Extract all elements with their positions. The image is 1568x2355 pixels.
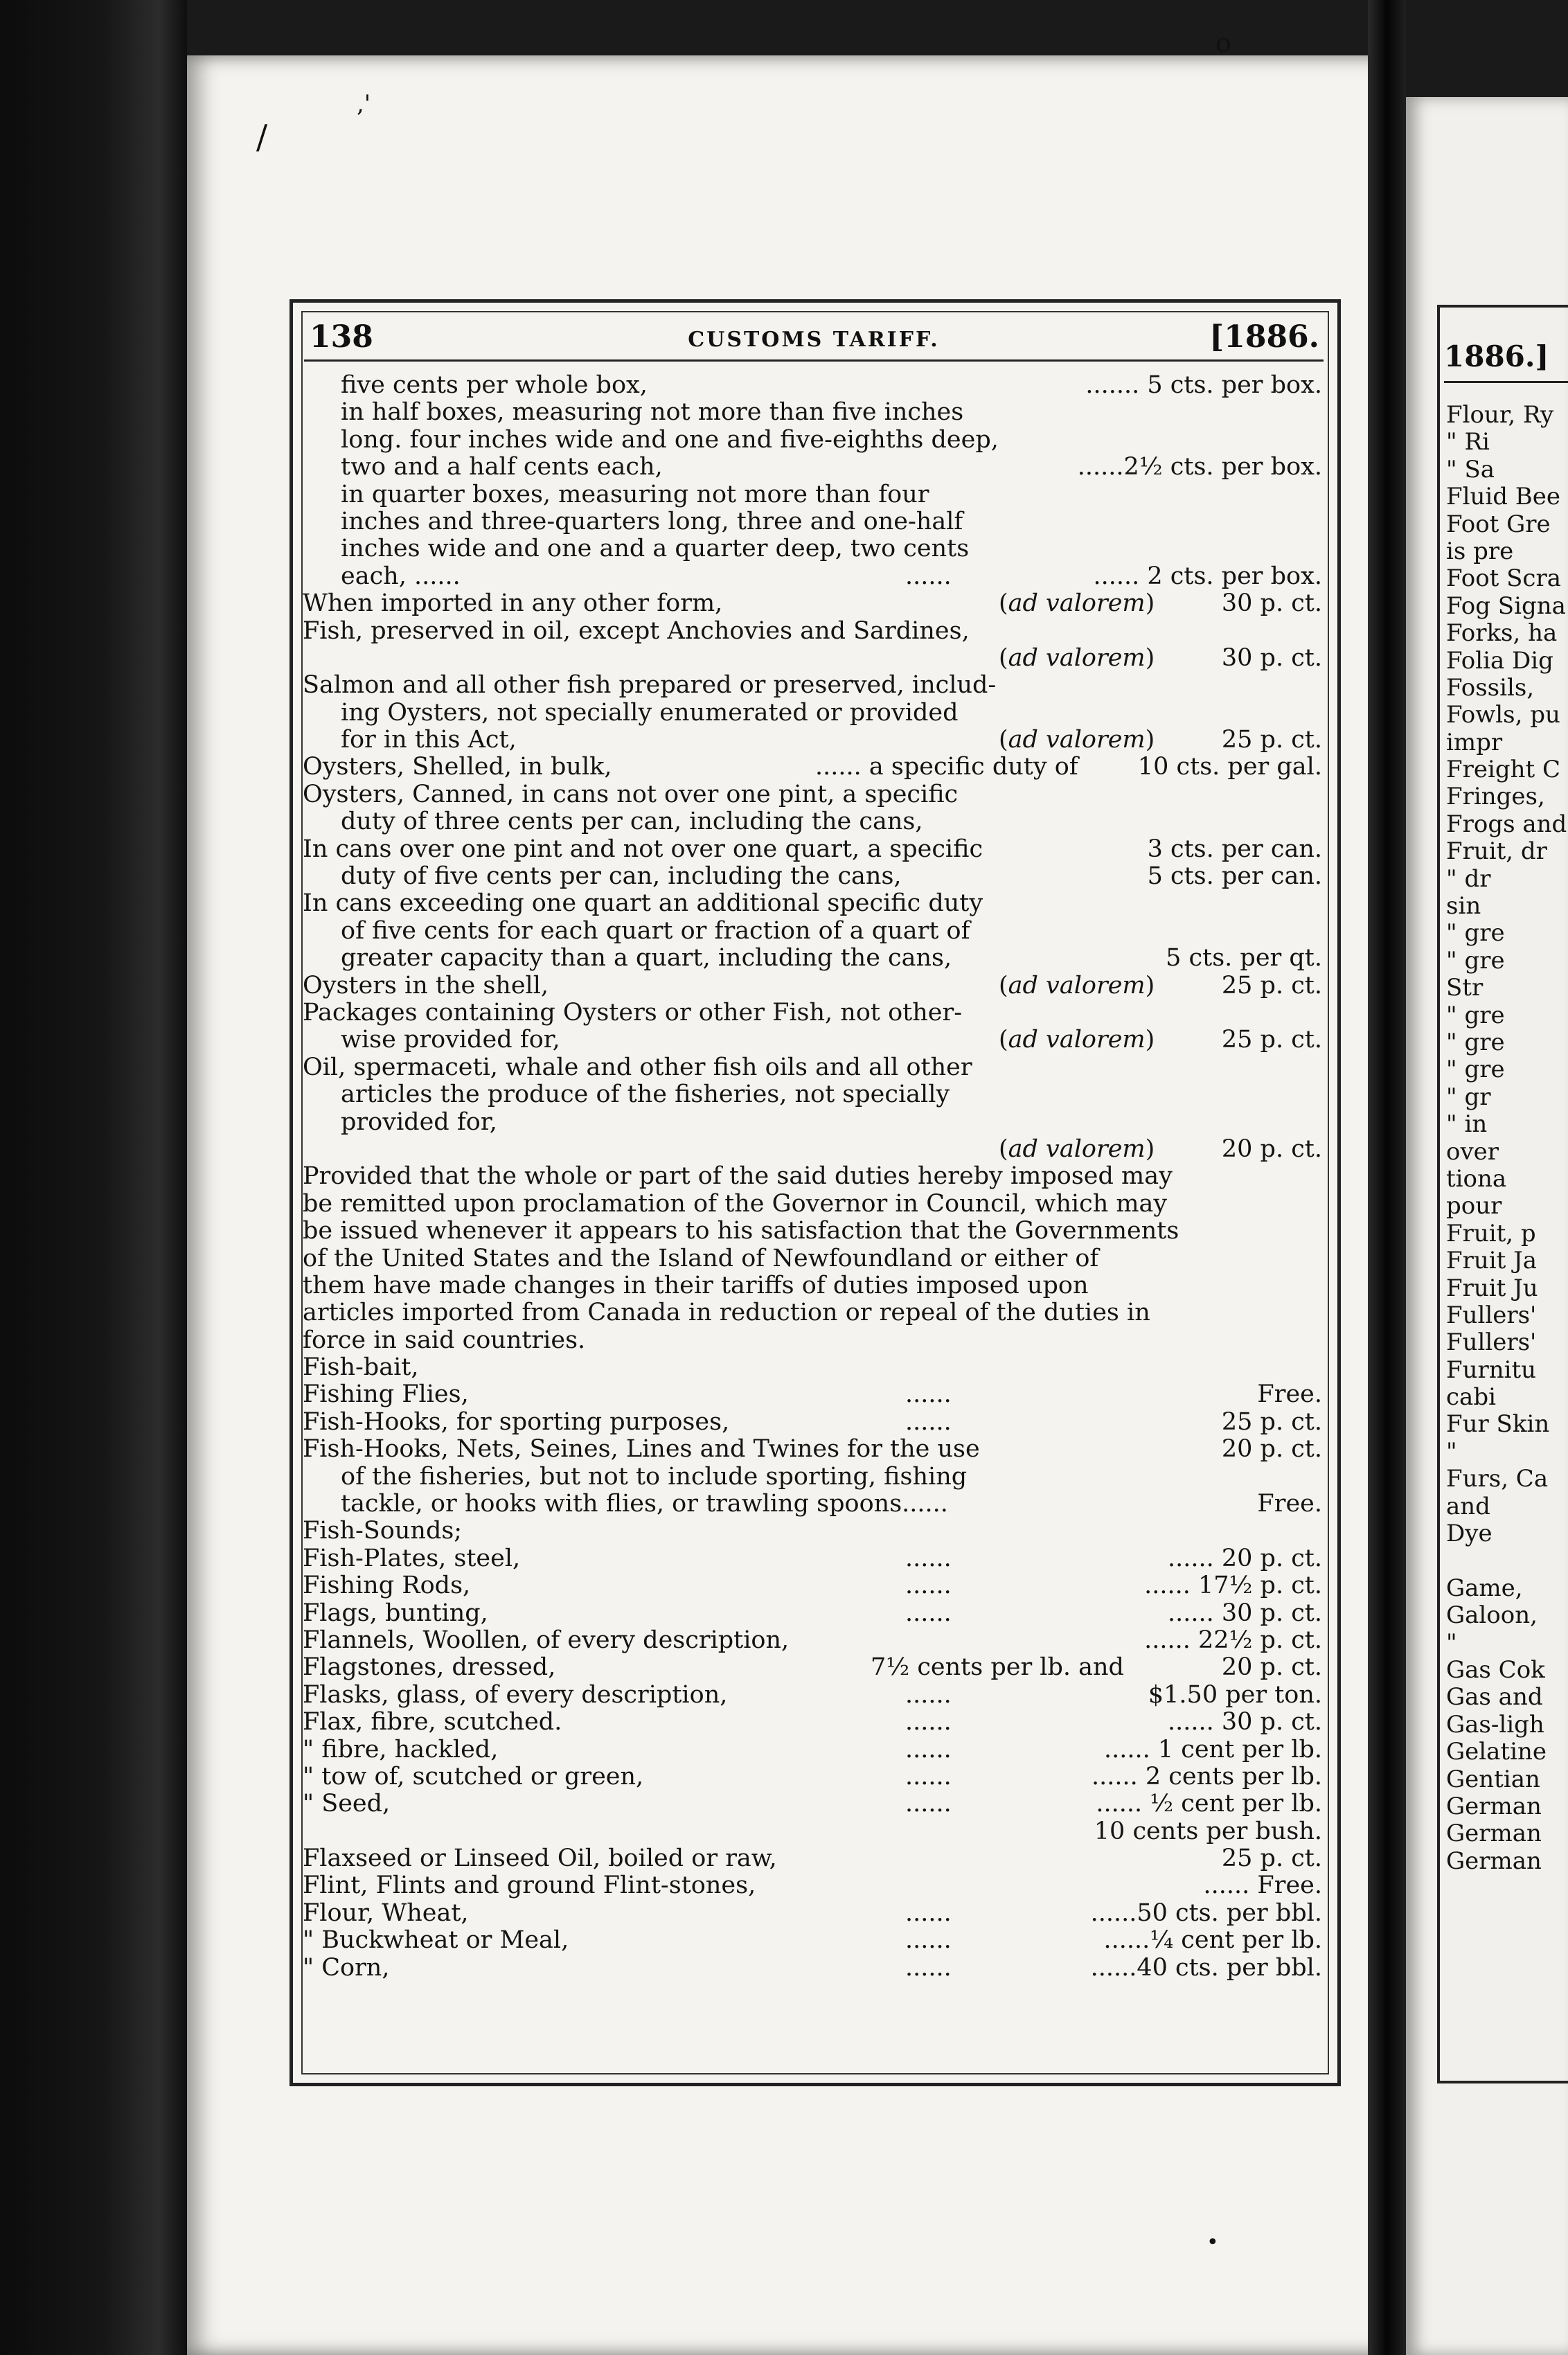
tariff-line: [303, 508, 1322, 535]
tariff-line: [303, 863, 1322, 890]
tariff-line-qualifier: (ad valorem): [999, 726, 1155, 754]
tariff-line-text: be remitted upon proclamation of the Governor in Council, which may: [303, 1189, 1168, 1218]
tariff-line-qualifier: (ad valorem): [999, 643, 1155, 672]
ink-mark: /: [256, 118, 268, 157]
tariff-line-qualifier: ......: [905, 1762, 952, 1790]
tariff-line-text: Oysters, Shelled, in bulk,: [303, 753, 612, 781]
tariff-line-text: " tow of, scutched or green,: [303, 1762, 644, 1790]
tariff-line-qualifier: ......: [905, 1899, 952, 1927]
facing-page-line: Furs, Ca: [1446, 1465, 1549, 1493]
tariff-rate: 5 cts. per qt.: [1166, 944, 1322, 972]
tariff-line: [303, 972, 1322, 999]
tariff-line-text: Oysters, Canned, in cans not over one pint, a specific: [303, 780, 959, 808]
facing-page-line: " gre: [1446, 919, 1505, 948]
facing-page-line: Gas-ligh: [1446, 1710, 1544, 1739]
facing-page-line: Furnitu: [1446, 1356, 1537, 1384]
tariff-line: [303, 1409, 1322, 1436]
tariff-line: [303, 535, 1322, 562]
tariff-line-text: duty of five cents per can, including the cans,: [341, 862, 902, 891]
tariff-line-text: each, ......: [341, 562, 461, 590]
facing-page-line: Fringes,: [1446, 783, 1545, 811]
tariff-rate: ...... Free.: [1203, 1872, 1322, 1900]
tariff-line: [303, 1027, 1322, 1054]
facing-page-line: sin: [1446, 892, 1481, 921]
tariff-line: [303, 1845, 1322, 1872]
tariff-line: [303, 481, 1322, 508]
ink-mark: ,': [357, 90, 371, 118]
facing-page-line: Fruit, p: [1446, 1219, 1536, 1247]
tariff-line-qualifier: ......: [905, 1572, 952, 1600]
facing-page-line: Dye: [1446, 1520, 1493, 1548]
tariff-line-qualifier: ......: [905, 1735, 952, 1763]
facing-page-line: Fowls, pu: [1446, 701, 1560, 729]
tariff-line-text: Flint, Flints and ground Flint-stones,: [303, 1872, 756, 1900]
facing-page-line: and: [1446, 1492, 1490, 1520]
tariff-rate: ...... 22½ p. ct.: [1144, 1626, 1322, 1654]
tariff-line-text: Fish-Sounds;: [303, 1517, 463, 1545]
printed-page-frame: [289, 299, 1341, 2086]
tariff-line-text: Flour, Wheat,: [303, 1899, 469, 1927]
tariff-rate: 25 p. ct.: [1221, 726, 1322, 754]
facing-page-line: " dr: [1446, 864, 1491, 893]
tariff-line-text: Flasks, glass, of every description,: [303, 1680, 728, 1709]
tariff-line: [303, 1682, 1322, 1709]
tariff-line: [303, 1218, 1322, 1245]
tariff-line: [303, 454, 1322, 481]
tariff-line-qualifier: ......: [905, 1790, 952, 1818]
tariff-line-text: provided for,: [341, 1108, 497, 1136]
facing-page-line: Folia Dig: [1446, 646, 1553, 675]
tariff-line: [303, 1818, 1322, 1845]
tariff-line-text: of the United States and the Island of Newfoundland or either of: [303, 1244, 1099, 1272]
right-page: [1406, 97, 1568, 2355]
tariff-line-text: them have made changes in their tariffs of duties imposed upon: [303, 1271, 1089, 1299]
facing-page-line: Fullers': [1446, 1301, 1537, 1329]
tariff-rate: 20 p. ct.: [1221, 1435, 1322, 1464]
tariff-line-text: Fish, preserved in oil, except Anchovies and Sardines,: [303, 616, 970, 645]
tariff-line: [303, 372, 1322, 399]
tariff-rate: ...... 30 p. ct.: [1168, 1708, 1322, 1736]
tariff-line-text: inches wide and one and a quarter deep, two cents: [341, 535, 970, 563]
tariff-rate: ......50 cts. per bbl.: [1090, 1899, 1322, 1927]
tariff-line-text: Provided that the whole or part of the said duties hereby imposed may: [303, 1162, 1173, 1191]
tariff-line: [303, 1600, 1322, 1627]
tariff-line-text: inches and three-quarters long, three and one-half: [341, 507, 963, 535]
facing-page-line: " Sa: [1446, 455, 1495, 483]
facing-page-line: " gre: [1446, 946, 1505, 975]
tariff-line: [303, 781, 1322, 808]
tariff-rate: 25 p. ct.: [1221, 1845, 1322, 1873]
tariff-line-text: Fishing Flies,: [303, 1380, 469, 1409]
facing-page-line: Fruit Ja: [1446, 1247, 1537, 1275]
facing-page-line: over: [1446, 1137, 1499, 1166]
tariff-rate: ...... 17½ p. ct.: [1144, 1572, 1322, 1600]
facing-page-line: Fog Signa: [1446, 592, 1566, 620]
tariff-line-qualifier: ......: [905, 1407, 952, 1436]
tariff-line: [303, 1654, 1322, 1681]
tariff-line-text: Oysters in the shell,: [303, 971, 549, 999]
facing-page-line: Gelatine: [1446, 1738, 1547, 1766]
tariff-line: [303, 563, 1322, 590]
tariff-rate: 25 p. ct.: [1221, 1407, 1322, 1436]
tariff-line-text: Fish-Hooks, for sporting purposes,: [303, 1407, 730, 1436]
tariff-line-qualifier: (ad valorem): [999, 971, 1155, 999]
tariff-line-text: ing Oysters, not specially enumerated or provided: [341, 698, 959, 727]
tariff-line-qualifier: ......: [905, 1708, 952, 1736]
tariff-line: [303, 700, 1322, 727]
tariff-line-text: of five cents for each quart or fraction of a quart of: [341, 916, 970, 945]
facing-page-line: German: [1446, 1792, 1542, 1820]
tariff-rate: ...... 30 p. ct.: [1168, 1599, 1322, 1627]
tariff-line-text: articles the produce of the fisheries, not specially: [341, 1081, 950, 1109]
facing-page-line: cabi: [1446, 1383, 1496, 1412]
page-number: 138: [310, 319, 373, 355]
tariff-line-text: " fibre, hackled,: [303, 1735, 499, 1763]
tariff-line: [303, 1354, 1322, 1381]
facing-page-line: Galoon,: [1446, 1601, 1538, 1630]
tariff-rate: ......40 cts. per bbl.: [1090, 1953, 1322, 1982]
tariff-line-text: In cans over one pint and not over one quart, a specific: [303, 835, 983, 863]
facing-page-line: " gr: [1446, 1083, 1491, 1111]
facing-page-rule: [1444, 381, 1568, 383]
tariff-rate: 25 p. ct.: [1221, 971, 1322, 999]
tariff-line: [303, 1245, 1322, 1272]
tariff-rate: ....... 5 cts. per box.: [1085, 371, 1322, 399]
tariff-line-text: Fish-Hooks, Nets, Seines, Lines and Twines for the use: [303, 1435, 980, 1464]
tariff-line: [303, 1545, 1322, 1572]
facing-page-line: " gre: [1446, 1028, 1505, 1056]
running-head: CUSTOMS TARIFF.: [688, 328, 940, 352]
tariff-line-qualifier: ......: [905, 1544, 952, 1572]
tariff-rate: $1.50 per ton.: [1148, 1680, 1322, 1709]
facing-page-line: Fossils,: [1446, 673, 1535, 702]
tariff-line-text: five cents per whole box,: [341, 371, 648, 399]
tariff-line: [303, 399, 1322, 426]
facing-page-text: [1446, 402, 1567, 1875]
facing-page-line: Flour, Ry: [1446, 401, 1554, 429]
tariff-line-text: Fish-Plates, steel,: [303, 1544, 521, 1572]
book-gutter: [1368, 0, 1406, 2355]
tariff-line: [303, 1491, 1322, 1518]
facing-page-line: Str: [1446, 974, 1484, 1002]
tariff-rate: ......¼ cent per lb.: [1103, 1926, 1322, 1955]
tariff-rate: ......2½ cts. per box.: [1077, 453, 1322, 481]
tariff-rate: ...... 1 cent per lb.: [1103, 1735, 1322, 1763]
facing-page-line: impr: [1446, 728, 1503, 756]
tariff-line-text: in quarter boxes, measuring not more than four: [341, 480, 929, 508]
tariff-line: [303, 1627, 1322, 1654]
tariff-rate: 20 p. ct.: [1221, 1135, 1322, 1163]
facing-page-line: " Ri: [1446, 428, 1490, 456]
tariff-line: [303, 808, 1322, 835]
tariff-line: [303, 1900, 1322, 1927]
tariff-line: [303, 945, 1322, 972]
tariff-line-text: In cans exceeding one quart an additional specific duty: [303, 889, 983, 918]
tariff-line-qualifier: ...... a specific duty of: [815, 753, 1078, 781]
tariff-line-qualifier: ......: [905, 1926, 952, 1955]
tariff-line: [303, 918, 1322, 945]
facing-page-line: Foot Gre: [1446, 510, 1551, 538]
ink-mark: o: [1215, 28, 1231, 58]
facing-page-line: Game,: [1446, 1574, 1523, 1602]
facing-page-line: tiona: [1446, 1164, 1507, 1193]
tariff-line: [303, 645, 1322, 672]
tariff-line: [303, 999, 1322, 1027]
tariff-line-text: of the fisheries, but not to include sporting, fishing: [341, 1462, 968, 1491]
tariff-line: [303, 1381, 1322, 1408]
facing-page-line: is pre: [1446, 537, 1514, 565]
tariff-rate: 5 cts. per can.: [1147, 862, 1322, 891]
tariff-line-text: When imported in any other form,: [303, 589, 723, 618]
tariff-rate: 10 cts. per gal.: [1137, 753, 1322, 781]
tariff-line-text: " Buckwheat or Meal,: [303, 1926, 569, 1955]
tariff-line: [303, 890, 1322, 917]
tariff-line-text: Flags, bunting,: [303, 1599, 488, 1627]
facing-page-line: Fruit, dr: [1446, 837, 1547, 866]
tariff-line: [303, 1136, 1322, 1163]
facing-page-line: Fruit Ju: [1446, 1274, 1538, 1302]
tariff-line: [303, 1436, 1322, 1463]
tariff-line: [303, 1054, 1322, 1081]
tariff-line-text: Oil, spermaceti, whale and other fish oils and all other: [303, 1053, 972, 1081]
tariff-line: [303, 1109, 1322, 1136]
tariff-line-text: long. four inches wide and one and five-eighths deep,: [341, 425, 999, 454]
tariff-line: [303, 1927, 1322, 1954]
tariff-line-text: for in this Act,: [341, 726, 517, 754]
tariff-line: [303, 590, 1322, 617]
tariff-line-text: in half boxes, measuring not more than five inches: [341, 398, 964, 427]
facing-page-line: Forks, ha: [1446, 619, 1558, 648]
tariff-line: [303, 727, 1322, 754]
facing-page-line: Frogs and: [1446, 810, 1567, 838]
facing-page-line: ": [1446, 1437, 1457, 1466]
tariff-line-text: Flagstones, dressed,: [303, 1653, 556, 1682]
tariff-line-qualifier: (ad valorem): [999, 589, 1155, 618]
facing-page-line: Foot Scra: [1446, 565, 1561, 593]
facing-page-line: Fluid Bee: [1446, 483, 1561, 511]
tariff-line-text: be issued whenever it appears to his satisfaction that the Governments: [303, 1217, 1179, 1245]
tariff-line-text: Packages containing Oysters or other Fish, not other-: [303, 998, 963, 1027]
tariff-line: [303, 1272, 1322, 1299]
tariff-rate: 20 p. ct.: [1221, 1653, 1322, 1682]
tariff-line-text: Salmon and all other fish prepared or preserved, includ-: [303, 671, 997, 700]
tariff-rate: ...... ½ cent per lb.: [1096, 1790, 1322, 1818]
facing-page-line: German: [1446, 1820, 1542, 1848]
tariff-line-text: " Seed,: [303, 1790, 391, 1818]
tariff-line-text: Flax, fibre, scutched.: [303, 1708, 562, 1736]
header-year: [1886.: [1209, 319, 1319, 355]
tariff-line: [303, 1572, 1322, 1599]
tariff-line-text: " Corn,: [303, 1953, 390, 1982]
tariff-line: [303, 836, 1322, 863]
facing-page-year: 1886.]: [1444, 339, 1549, 373]
tariff-line-text: Flaxseed or Linseed Oil, boiled or raw,: [303, 1845, 777, 1873]
tariff-rate: Free.: [1257, 1490, 1322, 1518]
tariff-line-qualifier: ......: [905, 562, 952, 590]
tariff-line: [303, 1518, 1322, 1545]
tariff-line: [303, 672, 1322, 699]
page-header: [304, 315, 1324, 362]
tariff-line: [303, 1081, 1322, 1108]
tariff-line: [303, 1163, 1322, 1190]
facing-page-line: German: [1446, 1847, 1542, 1875]
tariff-line-text: tackle, or hooks with flies, or trawling spoons......: [341, 1490, 948, 1518]
tariff-line: [303, 1872, 1322, 1899]
tariff-line: [303, 1955, 1322, 1982]
tariff-rate: ...... 2 cents per lb.: [1092, 1762, 1322, 1790]
tariff-line-qualifier: 7½ cents per lb. and: [871, 1653, 1124, 1682]
tariff-line-qualifier: ......: [905, 1953, 952, 1982]
book-spine: [0, 0, 187, 2355]
facing-page-line: Gas and: [1446, 1683, 1543, 1712]
tariff-line-text: Fishing Rods,: [303, 1572, 471, 1600]
facing-page-line: [1446, 1547, 1567, 1574]
facing-page-line: Freight C: [1446, 756, 1560, 784]
tariff-line: [303, 1790, 1322, 1818]
facing-page-line: " gre: [1446, 1056, 1505, 1084]
tariff-line: [303, 1299, 1322, 1326]
tariff-rate: ...... 20 p. ct.: [1168, 1544, 1322, 1572]
tariff-line: [303, 754, 1322, 781]
tariff-line-text: wise provided for,: [341, 1026, 560, 1054]
tariff-line-text: greater capacity than a quart, including the cans,: [341, 944, 952, 972]
ink-mark: •: [1206, 2230, 1219, 2255]
tariff-line-qualifier: (ad valorem): [999, 1135, 1155, 1163]
tariff-line: [303, 1464, 1322, 1491]
tariff-line: [303, 618, 1322, 645]
tariff-rate: 10 cents per bush.: [1094, 1817, 1322, 1845]
tariff-line: [303, 427, 1322, 454]
tariff-line-qualifier: ......: [905, 1599, 952, 1627]
tariff-line-text: two and a half cents each,: [341, 453, 663, 481]
tariff-rate: 3 cts. per can.: [1147, 835, 1322, 863]
tariff-rate: ...... 2 cts. per box.: [1093, 562, 1322, 590]
tariff-entries: [303, 372, 1322, 1982]
facing-page-line: pour: [1446, 1192, 1502, 1220]
facing-page-line: Fur Skin: [1446, 1410, 1550, 1439]
tariff-line-text: duty of three cents per can, including the cans,: [341, 808, 923, 836]
tariff-line: [303, 1763, 1322, 1790]
facing-page-line: ": [1446, 1628, 1457, 1657]
tariff-rate: Free.: [1257, 1380, 1322, 1409]
facing-page-line: Fullers': [1446, 1328, 1537, 1357]
tariff-line-text: articles imported from Canada in reduction or repeal of the duties in: [303, 1299, 1150, 1327]
tariff-rate: 30 p. ct.: [1221, 643, 1322, 672]
tariff-rate: 25 p. ct.: [1221, 1026, 1322, 1054]
tariff-rate: 30 p. ct.: [1221, 589, 1322, 618]
tariff-line-text: force in said countries.: [303, 1326, 586, 1354]
tariff-line-qualifier: ......: [905, 1680, 952, 1709]
facing-page-line: " in: [1446, 1110, 1488, 1139]
tariff-line-qualifier: ......: [905, 1380, 952, 1409]
facing-page-line: Gas Cok: [1446, 1655, 1545, 1684]
tariff-line: [303, 1327, 1322, 1354]
tariff-line: [303, 1709, 1322, 1736]
tariff-line: [303, 1191, 1322, 1218]
tariff-line: [303, 1736, 1322, 1763]
tariff-line-text: Fish-bait,: [303, 1353, 419, 1382]
tariff-line-text: Flannels, Woollen, of every description,: [303, 1626, 790, 1654]
tariff-line-qualifier: (ad valorem): [999, 1026, 1155, 1054]
facing-page-line: " gre: [1446, 1001, 1505, 1029]
facing-page-line: Gentian: [1446, 1765, 1540, 1793]
